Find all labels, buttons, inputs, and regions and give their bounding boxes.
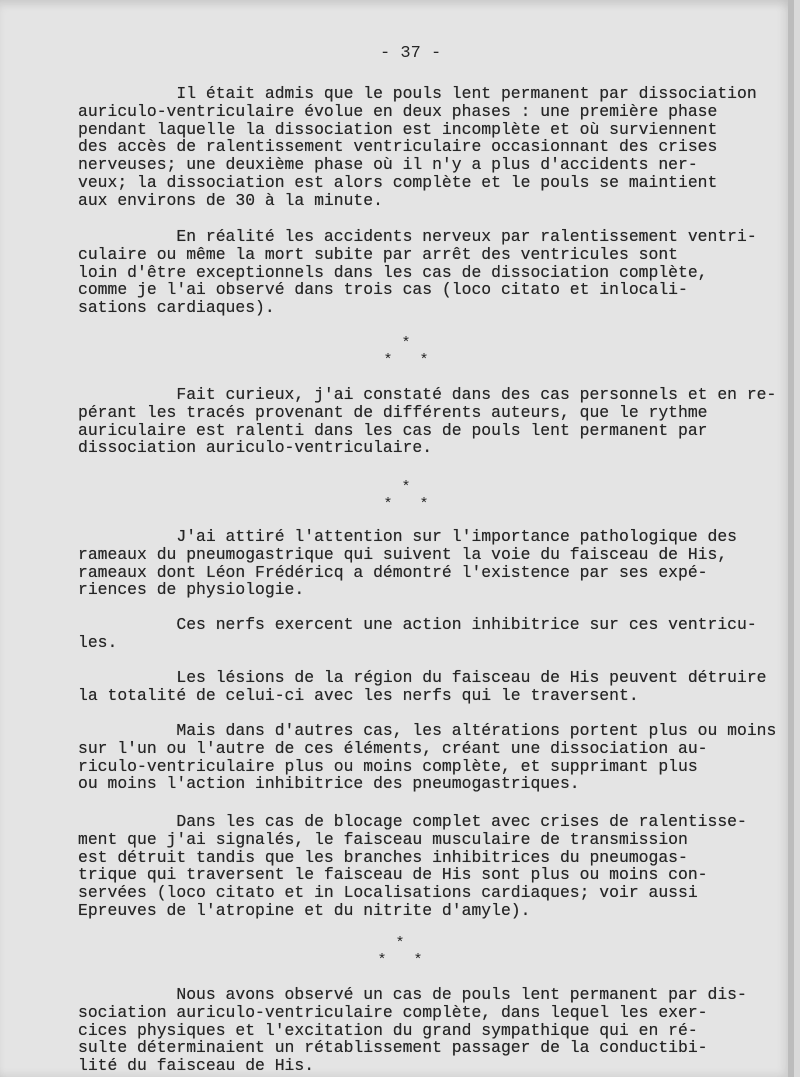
paragraph-lesions-his: Les lésions de la région du faisceau de His peuvent détruire la totalité de celui-ci avec les nerfs qui le traversent. <box>78 668 767 705</box>
paragraph-pouls-lent-phases: Il était admis que le pouls lent permanent par dissociation auriculo-ventriculaire évolue en deux phases : une première phase pendant laquelle la dissociation est incomplète et où surviennent des accès de ralentissement ventriculaire occasionnant des crises nerveuses; une deuxième phase où il n'y a plus d'accidents ner- veux; la dissociation est alors complète et le pouls se maintient aux environs de 30 à la minute. <box>78 84 757 210</box>
paragraph-rythme-auriculaire: Fait curieux, j'ai constaté dans des cas personnels et en re- pérant les tracés provenant de différents auteurs, que le rythme auriculaire est ralenti dans les cas de pouls lent permanent par dissociation auriculo-ventriculaire. <box>78 385 777 458</box>
paragraph-alterations: Mais dans d'autres cas, les altérations portent plus ou moins sur l'un ou l'autre de ces éléments, créant une dissociation au- riculo-ventriculaire plus ou moins complète, et supprimant plus ou moins l'action inhibitrice des pneumogastriques. <box>78 721 777 794</box>
page-edge-shadow <box>788 0 794 1077</box>
paragraph-observation-cas: Nous avons observé un cas de pouls lent permanent par dis- sociation auriculo-ventriculaire complète, dans lequel les exer- cices physiques et l'excitation du grand sympathique qui en ré- sulte déterminaient un rétablissement passager de la conductibi- lité du faisceau de His. <box>78 985 747 1076</box>
section-separator-asterisks <box>376 336 436 368</box>
separator-star-bottom: * * <box>383 352 429 369</box>
paragraph-pneumogastrique: J'ai attiré l'attention sur l'importance pathologique des rameaux du pneumogastrique qui suivent la voie du faisceau de His, rameaux dont Léon Frédéricq a démontré l'existence par ses expé- riences de physiologie. <box>78 527 738 600</box>
section-separator-asterisks <box>376 480 436 512</box>
separator-star-bottom: * * <box>383 496 429 513</box>
separator-star-top: * <box>395 935 405 952</box>
paragraph-nerfs-inhibiteurs: Ces nerfs exercent une action inhibitrice sur ces ventricu- les. <box>78 615 757 652</box>
separator-star-top: * <box>401 335 411 352</box>
paragraph-blocage-complet: Dans les cas de blocage complet avec crises de ralentisse- ment que j'ai signalés, le faisceau musculaire de transmission est détruit tandis que les branches inhibitrices du pneumogas- trique qui traversent le faisceau de His sont plus ou moins con- servées (loco citato et in Localisations cardiaques; voir aussi Epreuves de l'atropine et du nitrite d'amyle). <box>78 812 747 920</box>
separator-star-top: * <box>401 479 411 496</box>
section-separator-asterisks <box>370 936 430 968</box>
separator-star-bottom: * * <box>377 952 423 969</box>
page-number: - 37 - <box>380 44 442 63</box>
paragraph-accidents-nerveux: En réalité les accidents nerveux par ralentissement ventri- culaire ou même la mort subite par arrêt des ventricules sont loin d'être exceptionnels dans les cas de dissociation complète, comme je l'ai observé dans trois cas (loco citato et inlocali- sations cardiaques). <box>78 227 757 318</box>
